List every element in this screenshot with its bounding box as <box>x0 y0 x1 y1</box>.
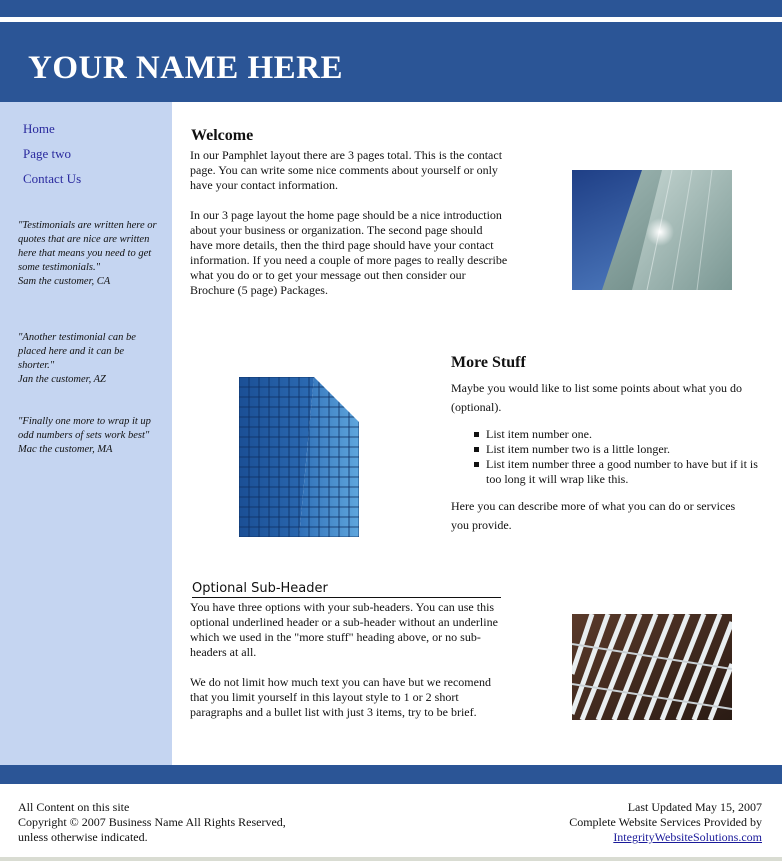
site-title: YOUR NAME HERE <box>28 50 344 86</box>
footer-text: Copyright © 2007 Business Name All Rights Reserved, <box>18 815 286 829</box>
footer-bar <box>0 765 782 784</box>
footer-copyright <box>18 800 318 845</box>
optional-sub-header: Optional Sub-Header <box>192 581 501 598</box>
more-stuff-heading: More Stuff <box>451 354 526 371</box>
top-strip <box>0 0 782 17</box>
testimonial <box>18 415 158 457</box>
footer-text: All Content on this site <box>18 800 130 814</box>
nav-link-page-two[interactable]: Page two <box>23 146 72 161</box>
last-updated: Last Updated May 15, 2007 <box>627 800 762 814</box>
bottom-border <box>0 857 782 861</box>
testimonial <box>18 331 158 387</box>
list-item: List item number two is a little longer. <box>470 442 760 457</box>
building-photo <box>239 377 359 537</box>
nav-link-contact-us[interactable]: Contact Us <box>23 171 82 186</box>
optional-paragraph: We do not limit how much text you can have but we recomend that you limit yourself in this layout style to 1 or 2 short paragraphs and a bullet list with just 3 items, try to be brief. <box>190 675 491 719</box>
list-item: List item number one. <box>470 427 760 442</box>
bullet-list <box>470 427 760 487</box>
louvre-facade-image <box>572 614 732 720</box>
glass-tower-image <box>572 170 732 290</box>
footer-text: unless otherwise indicated. <box>18 830 148 844</box>
footer-provider-link[interactable]: IntegrityWebsiteSolutions.com <box>613 830 762 844</box>
nav-link-home[interactable]: Home <box>23 121 55 136</box>
testimonial-author: Jan the customer, AZ <box>18 374 106 385</box>
testimonial-quote: "Testimonials are written here or quotes that are nice are written here that means you need to get some testimonials." <box>18 220 157 273</box>
welcome-heading: Welcome <box>191 127 254 144</box>
more-stuff-intro: Maybe you would like to list some points about what you do (optional). <box>451 381 742 414</box>
site-header <box>0 22 782 102</box>
testimonial-author: Sam the customer, CA <box>18 276 111 287</box>
testimonial-quote: "Finally one more to wrap it up odd numbers of sets work best" <box>18 416 151 441</box>
blue-tower-image <box>239 377 359 537</box>
testimonial-author: Mac the customer, MA <box>18 444 113 455</box>
building-photo <box>572 614 732 720</box>
welcome-paragraph: In our 3 page layout the home page should be a nice introduction about your business or organization. The second page should have more details, then the third page should have your contact information. If you need a couple of more pages to really describe what you do or to get your message out then consider our Brochure (5 page) Packages. <box>190 208 508 297</box>
list-item: List item number three a good number to have but if it is too long it will wrap like this. <box>470 457 760 487</box>
testimonial <box>18 219 158 289</box>
footer-credits <box>442 800 762 845</box>
optional-paragraph: You have three options with your sub-headers. You can use this optional underlined header or a sub-header without an underline which we used in the "more stuff" heading above, or no sub-headers at all. <box>190 600 498 659</box>
footer-text: Complete Website Services Provided by <box>569 815 762 829</box>
testimonial-quote: "Another testimonial can be placed here and it can be shorter." <box>18 332 136 371</box>
building-photo <box>572 170 732 290</box>
more-stuff-outro: Here you can describe more of what you can do or services you provide. <box>451 499 736 532</box>
welcome-paragraph: In our Pamphlet layout there are 3 pages total. This is the contact page. You can write some nice comments about yourself or only have your contact information. <box>190 148 503 192</box>
